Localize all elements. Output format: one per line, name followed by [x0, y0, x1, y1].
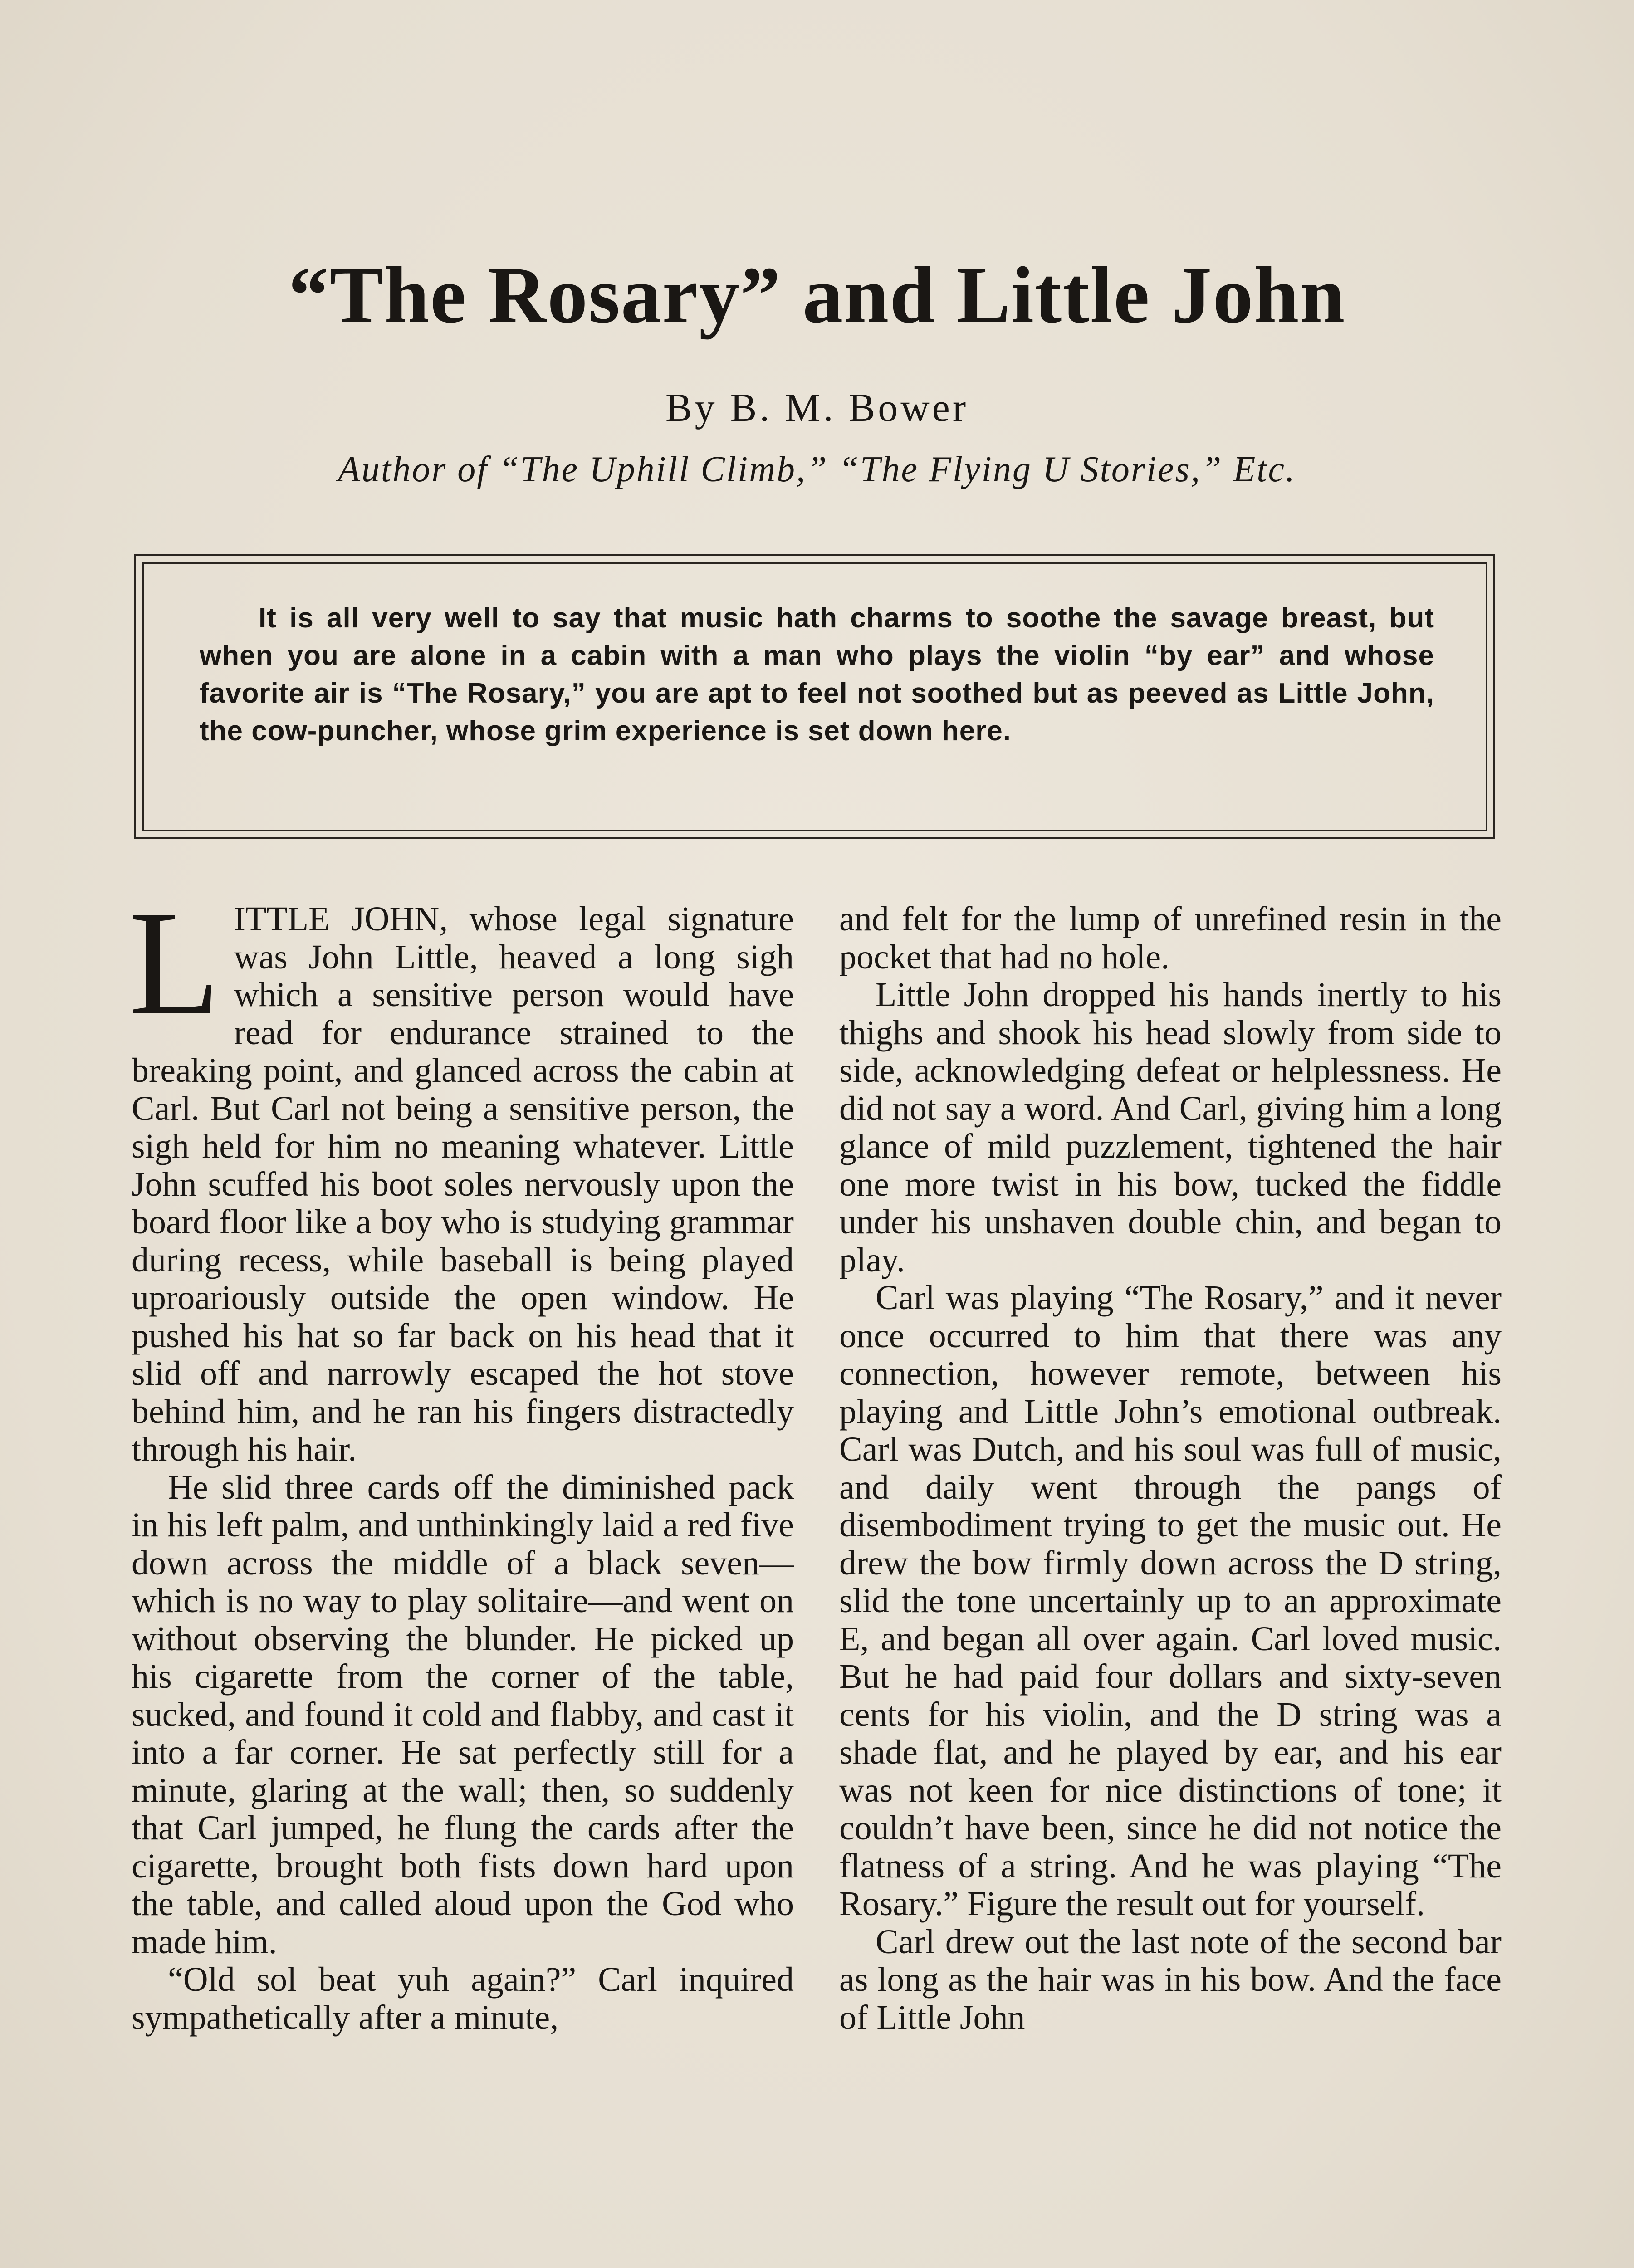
paragraph-3: “Old sol beat yuh again?” Carl inquired sympathetically after a minute,: [132, 1960, 794, 2037]
paragraph-5: Carl was playing “The Rosary,” and it never once occurred to him that there was any connection, however remote, between his playing and Little John’s emotional outbreak. Carl was Dutch, and his soul was full of music, and daily went through the pangs of disembodiment trying to get the music out. He drew the bow firmly down across the D string, slid the tone uncertainly up to an approximate E, and began all over again. Carl loved music. But he had paid four dollars and sixty-seven cents for his violin, and the D string was a shade flat, and he played by ear, and his ear was not keen for nice distinctions of tone; it couldn’t have been, since he did not notice the flatness of a string. And he was playing “The Rosary.” Figure the result out for yourself.: [839, 1279, 1502, 1923]
text-column-left: [129, 880, 794, 2037]
blurb-box: [134, 554, 1495, 839]
credits-suffix: Etc.: [1233, 450, 1296, 489]
paragraph-2: He slid three cards off the diminished pack in his left palm, and unthinkingly laid a red five down across the middle of a black seven—which is no way to play solitaire—and went on without observing the blunder. He picked up his cigarette from the corner of the table, sucked, and found it cold and flabby, and cast it into a far corner. He sat perfectly still for a minute, glaring at the wall; then, so suddenly that Carl jumped, he flung the cards after the cigarette, brought both fists down hard upon the table, and called aloud upon the God who made him.: [132, 1468, 794, 1961]
blurb-text: It is all very well to say that music hath charms to soothe the savage breast, but when you are alone in a cabin with a man who plays the violin “by ear” and whose favorite air is “The Rosary,” you are apt to feel not soothed but as peeved as Little John, the cow-puncher, whose grim experience is set down here.: [200, 602, 1434, 747]
author-byline: By B. M. Bower: [665, 386, 969, 430]
paragraph-6: Carl drew out the last note of the second bar as long as the hair was in his bow. And the face of Little John: [839, 1922, 1502, 2037]
paragraph-1: [129, 880, 794, 1469]
text-column-right: [839, 900, 1502, 2037]
author-credits: [0, 447, 1634, 492]
credits-prefix: Author of “The Uphill Climb,” “The Flying U Stories,”: [338, 450, 1223, 489]
article-title: “The Rosary” and Little John: [288, 250, 1346, 340]
drop-cap: L: [129, 880, 220, 1046]
paragraph-1-text: ITTLE JOHN, whose legal signature was John Little, heaved a long sigh which a sensitive person would have read for endurance strained to the breaking point, and glanced across the cabin at Carl. But Carl not being a sensitive person, the sigh held for him no meaning whatever. Little John scuffed his boot soles nervously upon the board floor like a boy who is studying grammar during recess, while baseball is being played uproariously outside the open window. He pushed his hat so far back on his head that it slid off and narrowly escaped the hot stove behind him, and he ran his fingers distractedly through his hair.: [132, 900, 794, 1468]
paragraph-4: Little John dropped his hands inertly to his thighs and shook his head slowly from side to side, acknowledging defeat or helplessness. He did not say a word. And Carl, giving him a long glance of mild puzzlement, tightened the hair one more twist in his bow, tucked the fiddle under his unshaven double chin, and began to play.: [839, 976, 1502, 1279]
paragraph-3-continued: and felt for the lump of unrefined resin in the pocket that had no hole.: [839, 900, 1502, 976]
